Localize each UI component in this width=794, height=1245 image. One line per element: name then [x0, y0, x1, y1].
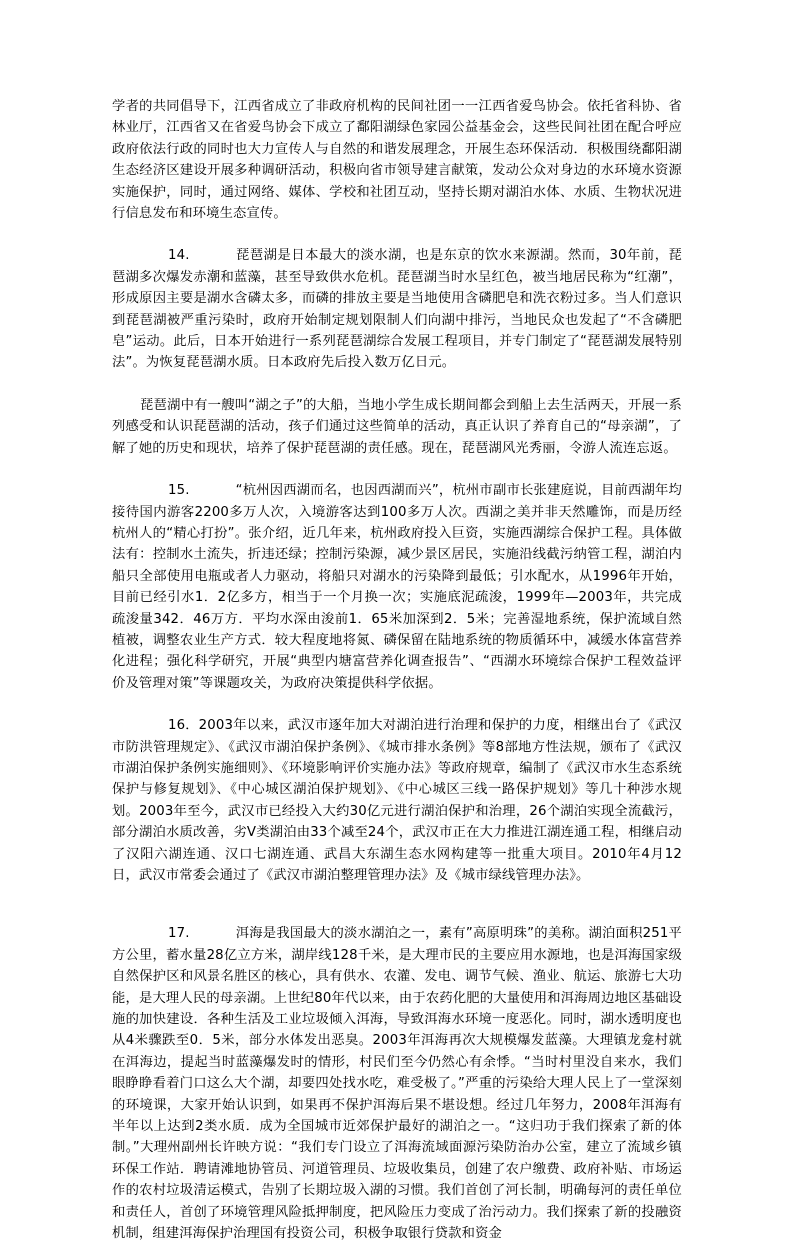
item-number-16: 16． — [168, 718, 199, 734]
paragraph-intro: 学者的共同倡导下，江西省成立了非政府机构的民间社团一一江西省爱鸟协会。依托省科协、省林业厅，江西省又在省爱鸟协会下成立了鄱阳湖绿色家园公益基金会，这些民间社团在配合呼应政府依法行政的同时也大力宣传人与自然的和谐发展理念，开展生态环保活动．积极围绕鄱阳湖生态经济区建设开展多种调研活动，积极向省市领导建言献策，发动公众对身边的水环境水资源实施保护，同时，通过网络、媒体、学校和社团互动，坚持长期对湖泊水体、水质、生物状况进行信息发布和环境生态宣传。 — [112, 99, 682, 222]
paragraph-15-text: “杭州因西湖而名，也因西湖而兴”，杭州市副市长张建庭说，目前西湖年均接待国内游客2200多万人次，入境游客达到100多万人次。西湖之美并非天然雕饰，而是历经杭州人的“精心打扮”。张介绍，近几年来，杭州政府投入巨资，实施西湖综合保护工程。具体做法有：控制水土流失，折违还绿；控制污染源，减少景区居民，实施沿线截污纳管工程，湖泊内船只全部使用电瓶或者人力驱动，将船只对湖水的污染降到最低；引水配水，从1996年开始，目前已经引水1．2亿多方，相当于一个月换一次；实施底泥疏浚，1999年—2003年，共完成疏浚量342．46万方．平均水深由浚前1．65米加深到2．5米；完善湿地系统，保护流域自然植被，调整农业生产方式．较大程度地将氮、磷保留在陆地系统的物质循环中，减缓水体富营养化进程；强化科学研究，开展“典型内塘富营养化调查报告”、“西湖水环境综合保护工程效益评价及管理对策”等课题攻关，为政府决策提供科学依据。 — [112, 483, 682, 691]
paragraph-14-text: 琵琶湖是日本最大的淡水湖，也是东京的饮水来源湖。然而，30年前，琵琶湖多次爆发赤潮和蓝藻，甚至导致供水危机。琵琶湖当时水呈红色，被当地居民称为“红潮”，形成原因主要是湖水含磷太多，而磷的排放主要是当地使用含磷肥皂和洗衣粉过多。当人们意识到琵琶湖被严重污染时，政府开始制定规划限制人们向湖中排污，当地民众也发起了“不含磷肥皂”运动。此后，日本开始进行一系列琵琶湖综合发展工程项目，并专门制定了“琵琶湖发展特别法”。为恢复琵琶湖水质。日本政府先后投入数万亿日元。 — [112, 248, 682, 371]
paragraph-14b: 琵琶湖中有一艘叫“湖之子”的大船，当地小学生成长期间都会到船上去生活两天，开展一系列感受和认识琵琶湖的活动，孩子们通过这些简单的活动，真正认识了养育自己的“母亲湖”，了解了她的历史和现状，培养了保护琵琶湖的责任感。现在，琵琶湖风光秀丽，令游人流连忘返。 — [112, 397, 682, 456]
paragraph-16 — [112, 715, 682, 886]
paragraph-17 — [112, 923, 682, 1244]
paragraph-14 — [112, 245, 682, 373]
item-number-17: 17. — [168, 926, 190, 942]
paragraph-15 — [112, 480, 682, 694]
paragraph-16-text: 2003年以来，武汉市逐年加大对湖泊进行治理和保护的力度，相继出台了《武汉市防洪管理规定》、《武汉市湖泊保护条例》、《城市排水条例》等8部地方性法规，颁布了《武汉市湖泊保护条例实施细则》、《环境影响评价实施办法》等政府规章，编制了《武汉市水生态系统保护与修复规划》、《中心城区湖泊保护规划》、《中心城区三线一路保护规划》等几十种涉水规划。2003年至今，武汉市已经投入大约30亿元进行湖泊保护和治理，26个湖泊实现全流截污，部分湖泊水质改善，劣Ⅴ类湖泊由33个减至24个，武汉市正在大力推进江湖连通工程，相继启动了汉阳六湖连通、汉口七湖连通、武昌大东湖生态水网构建等一批重大项目。2010年4月12日，武汉市常委会通过了《武汉市湖泊整理管理办法》及《城市绿线管理办法》。 — [112, 718, 682, 883]
paragraph-17-text: 洱海是我国最大的淡水湖泊之一，素有”高原明珠”的美称。湖泊面积251平方公里，蓄水量28亿立方米，湖岸线128千米，是大理市民的主要应用水源地，也是洱海国家级自然保护区和风景名胜区的核心，具有供水、农灌、发电、调节气候、渔业、航运、旅游七大功能，是大理人民的母亲湖。上世纪80年代以来，由于农药化肥的大量使用和洱海周边地区基础设施的加快建设．各种生活及工业垃圾倾入洱海，导致洱海水环境一度恶化。同时，湖水透明度也从4米骤跌至0．5米，部分水体发出恶臭。2003年洱海再次大规模爆发蓝藻。大理镇龙龛村就在洱海边，提起当时蓝藻爆发时的情形，村民们至今仍然心有余悸。“当时村里没自来水，我们眼睁睁看着门口这么大个湖，却要四处找水吃，难受极了。”严重的污染给大理人民上了一堂深刻的环境课，大家开始认识到，如果再不保护洱海后果不堪设想。经过几年努力，2008年洱海有半年以上达到2类水质．成为全国城市近郊保护最好的湖泊之一。“这归功于我们探索了新的体制。”大理州副州长许映方说：“我们专门设立了洱海流域面源污染防治办公室，建立了流域乡镇环保工作站．聘请滩地协管员、河道管理员、垃圾收集员，创建了农户缴费、政府补贴、市场运作的农村垃圾清运模式，告别了长期垃圾入湖的习惯。我们首创了河长制，明确每河的责任单位和责任人，首创了环境管理风险抵押制度，把风险压力变成了治污动力。我们探索了新的投融资机制，组建洱海保护治理国有投资公司，积极争取银行贷款和资金 — [112, 926, 682, 1242]
item-number-15: 15. — [168, 483, 190, 499]
item-number-14: 14. — [168, 248, 190, 264]
